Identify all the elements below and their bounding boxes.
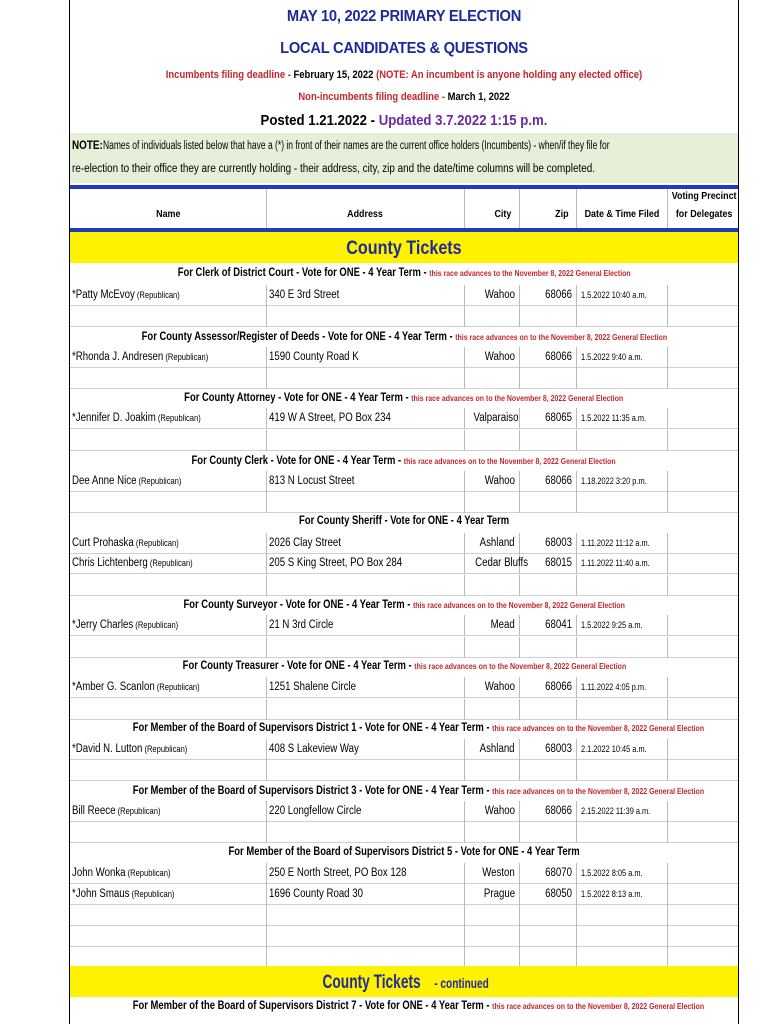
- section-title-text: For Member of the Board of Supervisors District 1 - Vote for ONE - 4 Year Term -: [132, 722, 493, 734]
- empty-cell: [668, 368, 740, 389]
- empty-cell: [520, 822, 577, 843]
- empty-cell: [577, 306, 668, 327]
- candidate-name-text: Curt Prohaska: [72, 537, 134, 549]
- candidate-address: [267, 553, 465, 574]
- candidate-zip: [520, 347, 577, 368]
- candidate-zip: [520, 285, 577, 306]
- candidate-zip: [520, 533, 577, 554]
- incumbent-deadline-label: Incumbents filing deadline -: [165, 69, 294, 81]
- section-advance-note: this race advances on to the November 8, 2022 General Election: [492, 1001, 705, 1011]
- candidate-row: [70, 863, 738, 884]
- empty-cell: [70, 368, 267, 389]
- candidate-row: [70, 739, 738, 760]
- candidate-date-filed-text: 1.18.2022 3:20 p.m.: [581, 476, 647, 486]
- candidate-city: [465, 739, 520, 760]
- non-incumbent-deadline-label: Non-incumbents filing deadline -: [298, 91, 448, 103]
- candidate-voting-precinct: [668, 347, 740, 368]
- empty-cell: [668, 760, 740, 781]
- candidate-name: [70, 285, 267, 306]
- empty-cell: [668, 946, 740, 967]
- empty-cell: [267, 575, 465, 596]
- empty-row: [70, 368, 738, 389]
- candidate-date-filed-text: 1.11.2022 4:05 p.m.: [581, 682, 647, 692]
- candidate-row: [70, 615, 738, 636]
- candidate-address: [267, 863, 465, 884]
- candidate-name: [70, 408, 267, 429]
- empty-cell: [70, 905, 267, 926]
- candidate-name: [70, 677, 267, 698]
- section-title: [70, 657, 738, 676]
- empty-cell: [520, 492, 577, 513]
- candidate-city: [465, 285, 520, 306]
- candidate-zip-text: 68070: [545, 867, 572, 879]
- empty-cell: [465, 699, 520, 720]
- candidate-name-party: (Republican): [136, 476, 182, 486]
- empty-cell: [520, 575, 577, 596]
- candidate-name: [70, 884, 267, 905]
- candidate-city-text: Mead: [490, 619, 515, 631]
- empty-cell: [267, 637, 465, 658]
- section-advance-note: this race advances on to the November 8, 2022 General Election: [412, 600, 625, 610]
- empty-row: [70, 637, 738, 658]
- empty-cell: [520, 430, 577, 451]
- candidate-name: [70, 863, 267, 884]
- candidate-name-text: *Amber G. Scanlon: [72, 681, 155, 693]
- candidate-address-text: 1251 Shalene Circle: [269, 681, 357, 693]
- candidate-zip-text: 68066: [545, 351, 572, 363]
- candidate-row: [70, 553, 738, 574]
- candidate-name: [70, 615, 267, 636]
- candidate-name-text: Dee Anne Nice: [72, 475, 137, 487]
- candidate-voting-precinct: [668, 285, 740, 306]
- candidate-date-filed-text: 1.11.2022 11:12 a.m.: [581, 538, 650, 548]
- candidate-zip-text: 68066: [545, 805, 572, 817]
- candidate-name-party: (Republican): [163, 352, 209, 362]
- posted-date: Posted 1.21.2022 -: [260, 112, 379, 129]
- section-title-text: For Clerk of District Court - Vote for ONE - 4 Year Term -: [177, 267, 430, 279]
- empty-cell: [668, 699, 740, 720]
- empty-row: [70, 699, 738, 720]
- candidate-row: [70, 884, 738, 905]
- candidate-address-text: 205 S King Street, PO Box 284: [269, 557, 403, 569]
- empty-cell: [70, 430, 267, 451]
- candidate-date-filed-text: 1.5.2022 10:40 a.m.: [581, 290, 647, 300]
- candidate-voting-precinct: [668, 533, 740, 554]
- candidate-address-text: 2026 Clay Street: [269, 537, 341, 549]
- candidate-address-text: 340 E 3rd Street: [269, 289, 340, 301]
- candidate-city-text: Wahoo: [484, 289, 515, 301]
- column-header-address: Address: [267, 189, 465, 228]
- candidate-name-party: (Republican): [133, 538, 179, 548]
- empty-cell: [465, 637, 520, 658]
- candidate-voting-precinct: [668, 677, 740, 698]
- empty-cell: [70, 822, 267, 843]
- candidate-name-text: *Patty McEvoy: [72, 289, 135, 301]
- empty-cell: [70, 699, 267, 720]
- empty-row: [70, 492, 738, 513]
- candidate-city-text: Wahoo: [484, 681, 515, 693]
- candidate-city-text: Ashland: [480, 537, 515, 549]
- empty-cell: [70, 926, 267, 947]
- non-incumbent-deadline-date: March 1, 2022: [447, 91, 510, 103]
- candidate-address: [267, 471, 465, 492]
- candidate-voting-precinct: [668, 615, 740, 636]
- empty-cell: [668, 926, 740, 947]
- empty-cell: [465, 946, 520, 967]
- empty-cell: [520, 926, 577, 947]
- empty-cell: [267, 430, 465, 451]
- candidate-zip-text: 68041: [545, 619, 572, 631]
- empty-row: [70, 822, 738, 843]
- candidate-row: [70, 285, 738, 306]
- candidate-address-text: 250 E North Street, PO Box 128: [269, 867, 407, 879]
- empty-cell: [520, 306, 577, 327]
- column-header-voting-precinct: Voting Precinct for Delegates: [671, 190, 737, 220]
- candidate-zip: [520, 884, 577, 905]
- candidate-address-text: 419 W A Street, PO Box 234: [269, 412, 391, 424]
- candidate-name-text: Bill Reece: [72, 805, 116, 817]
- election-sheet: [69, 0, 739, 1024]
- empty-cell: [70, 760, 267, 781]
- candidate-city: [465, 884, 520, 905]
- candidate-address: [267, 884, 465, 905]
- candidate-date-filed: [577, 533, 668, 554]
- section-title-text: For County Clerk - Vote for ONE - 4 Year Term -: [191, 455, 405, 467]
- candidate-name-party: (Republican): [115, 806, 161, 816]
- empty-cell: [668, 575, 740, 596]
- candidate-zip-text: 68066: [545, 681, 572, 693]
- empty-cell: [267, 492, 465, 513]
- candidate-date-filed: [577, 285, 668, 306]
- candidate-city: [465, 801, 520, 822]
- incumbent-deadline-note: (NOTE: An incumbent is anyone holding any elected office): [373, 69, 643, 81]
- empty-cell: [267, 926, 465, 947]
- empty-cell: [520, 905, 577, 926]
- candidate-city-text: Ashland: [480, 743, 515, 755]
- candidate-date-filed-text: 1.5.2022 11:35 a.m.: [581, 413, 647, 423]
- candidate-name-party: (Republican): [129, 889, 175, 899]
- candidate-address-text: 1590 County Road K: [269, 351, 359, 363]
- column-header-date: Date & Time Filed: [577, 189, 668, 228]
- candidate-zip-text: 68066: [545, 475, 572, 487]
- candidate-address: [267, 677, 465, 698]
- empty-cell: [465, 306, 520, 327]
- candidate-zip-text: 68050: [545, 888, 572, 900]
- candidate-date-filed: [577, 615, 668, 636]
- empty-cell: [577, 905, 668, 926]
- candidate-address-text: 220 Longfellow Circle: [269, 805, 362, 817]
- empty-cell: [577, 926, 668, 947]
- county-tickets-continued-banner: County Tickets- continued: [70, 966, 738, 997]
- candidate-voting-precinct: [668, 408, 740, 429]
- candidate-name-text: *David N. Lutton: [72, 743, 143, 755]
- empty-cell: [577, 637, 668, 658]
- candidate-city-text: Cedar Bluffs: [475, 557, 529, 569]
- candidate-address: [267, 347, 465, 368]
- column-header-zip: Zip: [520, 189, 577, 228]
- empty-cell: [520, 368, 577, 389]
- empty-cell: [668, 306, 740, 327]
- candidate-zip: [520, 553, 577, 574]
- empty-cell: [267, 760, 465, 781]
- candidate-name: [70, 347, 267, 368]
- candidate-name-party: (Republican): [142, 744, 188, 754]
- candidate-zip-text: 68065: [545, 412, 572, 424]
- candidate-address-text: 408 S Lakeview Way: [269, 743, 359, 755]
- section-title-text: For Member of the Board of Supervisors District 7 - Vote for ONE - 4 Year Term -: [132, 1000, 493, 1012]
- empty-cell: [267, 905, 465, 926]
- candidate-row: [70, 677, 738, 698]
- candidate-city-text: Wahoo: [484, 351, 515, 363]
- candidate-zip: [520, 615, 577, 636]
- candidate-date-filed-text: 1.5.2022 8:05 a.m.: [581, 868, 643, 878]
- candidate-city: [465, 677, 520, 698]
- candidate-address-text: 813 N Locust Street: [269, 475, 355, 487]
- updated-date: Updated 3.7.2022 1:15 p.m.: [378, 112, 548, 129]
- candidate-zip: [520, 471, 577, 492]
- candidate-date-filed: [577, 408, 668, 429]
- candidate-city: [465, 615, 520, 636]
- empty-cell: [668, 492, 740, 513]
- candidate-name-party: (Republican): [154, 682, 200, 692]
- empty-cell: [520, 699, 577, 720]
- section-title-text: For County Assessor/Register of Deeds - Vote for ONE - 4 Year Term -: [141, 331, 455, 343]
- candidate-name: [70, 553, 267, 574]
- candidate-name: [70, 471, 267, 492]
- candidate-address-text: 1696 County Road 30: [269, 888, 363, 900]
- empty-cell: [465, 760, 520, 781]
- empty-cell: [465, 430, 520, 451]
- candidate-row: [70, 801, 738, 822]
- empty-cell: [520, 637, 577, 658]
- empty-row: [70, 946, 738, 967]
- candidate-zip-text: 68003: [545, 743, 572, 755]
- section-title-text: For County Surveyor - Vote for ONE - 4 Year Term -: [183, 599, 413, 611]
- empty-cell: [577, 760, 668, 781]
- candidate-address: [267, 801, 465, 822]
- candidate-zip: [520, 801, 577, 822]
- candidate-date-filed: [577, 884, 668, 905]
- candidate-name-text: *Jennifer D. Joakim: [72, 412, 156, 424]
- candidate-row: [70, 347, 738, 368]
- candidate-date-filed: [577, 471, 668, 492]
- section-advance-note: this race advances on to the November 8, 2022 General Election: [411, 393, 624, 403]
- empty-cell: [267, 306, 465, 327]
- empty-cell: [70, 306, 267, 327]
- section-advance-note: this race advances on to the November 8, 2022 General Election: [413, 661, 626, 671]
- candidate-zip-text: 68003: [545, 537, 572, 549]
- note-line-1: Names of individuals listed below that have a (*) in front of their names are the current office holders (Incumbents) - when/if they file for: [102, 140, 610, 152]
- candidate-address: [267, 615, 465, 636]
- candidate-date-filed: [577, 739, 668, 760]
- candidate-city: [465, 533, 520, 554]
- candidate-zip: [520, 739, 577, 760]
- section-title-text: For County Sheriff - Vote for ONE - 4 Year Term: [298, 515, 510, 527]
- section-advance-note: this race advances on to the November 8, 2022 General Election: [492, 723, 705, 733]
- candidate-row: [70, 471, 738, 492]
- section-title-text: For County Treasurer - Vote for ONE - 4 Year Term -: [182, 660, 414, 672]
- empty-cell: [70, 637, 267, 658]
- candidate-city: [465, 347, 520, 368]
- candidate-city-text: Valparaiso: [473, 412, 519, 424]
- empty-cell: [267, 368, 465, 389]
- candidate-name-text: Chris Lichtenberg: [72, 557, 148, 569]
- empty-row: [70, 430, 738, 451]
- candidate-address: [267, 533, 465, 554]
- section-title: [70, 843, 738, 862]
- candidate-voting-precinct: [668, 739, 740, 760]
- candidate-name-party: (Republican): [155, 413, 201, 423]
- candidate-name: [70, 739, 267, 760]
- section-title: [70, 782, 738, 801]
- candidate-zip-text: 68015: [545, 557, 572, 569]
- candidate-address: [267, 285, 465, 306]
- incumbent-deadline-date: February 15, 2022: [293, 69, 374, 81]
- candidate-city: [465, 553, 529, 574]
- candidate-voting-precinct: [668, 863, 740, 884]
- candidate-voting-precinct: [668, 553, 740, 574]
- section-advance-note: this race advances on to the November 8, 2022 General Election: [454, 332, 667, 342]
- candidate-city-text: Weston: [482, 867, 515, 879]
- candidate-name-text: *Jerry Charles: [72, 619, 134, 631]
- empty-cell: [267, 946, 465, 967]
- page-subtitle: LOCAL CANDIDATES & QUESTIONS: [280, 40, 528, 57]
- empty-cell: [465, 926, 520, 947]
- empty-cell: [267, 699, 465, 720]
- section-title: [70, 328, 738, 347]
- candidate-city-text: Prague: [483, 888, 515, 900]
- empty-cell: [70, 946, 267, 967]
- empty-cell: [465, 575, 520, 596]
- empty-row: [70, 926, 738, 947]
- candidate-city: [465, 863, 520, 884]
- candidate-zip: [520, 408, 577, 429]
- candidate-name-party: (Republican): [125, 868, 171, 878]
- candidate-voting-precinct: [668, 801, 740, 822]
- section-advance-note: this race advances on to the November 8, 2022 General Election: [404, 456, 617, 466]
- non-incumbent-deadline: [117, 91, 691, 103]
- section-title: [70, 452, 738, 471]
- empty-cell: [668, 905, 740, 926]
- empty-cell: [577, 368, 668, 389]
- candidate-date-filed-text: 1.5.2022 8:13 a.m.: [581, 889, 643, 899]
- candidate-date-filed-text: 1.5.2022 9:25 a.m.: [581, 620, 643, 630]
- column-header-name: Name: [70, 189, 267, 228]
- candidate-date-filed: [577, 553, 668, 574]
- candidate-zip: [520, 677, 577, 698]
- empty-cell: [577, 699, 668, 720]
- candidate-city: [465, 471, 520, 492]
- empty-row: [70, 575, 738, 596]
- section-advance-note: this race advances to the November 8, 2022 General Election: [429, 268, 631, 278]
- candidate-name-text: *Rhonda J. Andresen: [72, 351, 164, 363]
- candidate-city: [465, 408, 520, 429]
- candidate-date-filed-text: 1.11.2022 11:40 a.m.: [581, 558, 650, 568]
- section-advance-note: this race advances on to the November 8, 2022 General Election: [492, 786, 705, 796]
- empty-row: [70, 306, 738, 327]
- candidate-city-text: Wahoo: [484, 805, 515, 817]
- note-label: NOTE:: [72, 140, 103, 152]
- empty-cell: [668, 637, 740, 658]
- candidate-name-party: (Republican): [134, 290, 180, 300]
- empty-cell: [577, 430, 668, 451]
- candidate-name-party: (Republican): [147, 558, 193, 568]
- candidate-date-filed-text: 2.15.2022 11:39 a.m.: [581, 806, 651, 816]
- candidate-date-filed: [577, 863, 668, 884]
- candidate-date-filed: [577, 801, 668, 822]
- empty-cell: [577, 946, 668, 967]
- section-title: [70, 596, 738, 615]
- empty-cell: [465, 905, 520, 926]
- candidate-address: [267, 739, 465, 760]
- section-title: [70, 264, 738, 283]
- empty-cell: [465, 368, 520, 389]
- candidate-date-filed: [577, 347, 668, 368]
- candidate-address: [267, 408, 465, 429]
- section-title-text: For Member of the Board of Supervisors District 3 - Vote for ONE - 4 Year Term -: [132, 785, 493, 797]
- section-title: [70, 719, 738, 738]
- candidate-row: [70, 533, 738, 554]
- empty-cell: [70, 492, 267, 513]
- candidate-name-text: John Wonka: [72, 867, 126, 879]
- county-tickets-banner: County Tickets: [70, 232, 738, 263]
- empty-cell: [520, 946, 577, 967]
- page-title: MAY 10, 2022 PRIMARY ELECTION: [286, 8, 522, 25]
- candidate-date-filed: [577, 677, 668, 698]
- candidate-voting-precinct: [668, 884, 740, 905]
- section-title-text: For Member of the Board of Supervisors District 5 - Vote for ONE - 4 Year Term: [228, 846, 580, 858]
- incumbent-note: [70, 133, 738, 183]
- empty-cell: [465, 492, 520, 513]
- candidate-date-filed-text: 2.1.2022 10:45 a.m.: [581, 744, 647, 754]
- empty-cell: [520, 760, 577, 781]
- candidate-name-party: (Republican): [133, 620, 179, 630]
- incumbent-deadline: [117, 69, 691, 81]
- candidate-name: [70, 801, 267, 822]
- empty-cell: [668, 822, 740, 843]
- empty-cell: [465, 822, 520, 843]
- empty-cell: [70, 575, 267, 596]
- candidate-city-text: Wahoo: [484, 475, 515, 487]
- section-title: [70, 389, 738, 408]
- candidate-address-text: 21 N 3rd Circle: [269, 619, 334, 631]
- empty-row: [70, 760, 738, 781]
- candidate-row: [70, 408, 738, 429]
- column-header-city: City: [465, 189, 520, 228]
- section-title: [70, 512, 738, 531]
- empty-cell: [668, 430, 740, 451]
- candidate-name-text: *John Smaus: [72, 888, 130, 900]
- candidate-zip-text: 68066: [545, 289, 572, 301]
- candidate-zip: [520, 863, 577, 884]
- note-line-2: re-election to their office they are currently holding - their address, city, zip and the date/time columns will be completed.: [72, 163, 595, 175]
- empty-cell: [577, 575, 668, 596]
- empty-cell: [577, 822, 668, 843]
- empty-cell: [577, 492, 668, 513]
- candidate-name: [70, 533, 267, 554]
- section-title-text: For County Attorney - Vote for ONE - 4 Year Term -: [184, 392, 412, 404]
- empty-cell: [267, 822, 465, 843]
- posted-updated: [110, 112, 698, 129]
- empty-row: [70, 905, 738, 926]
- candidate-voting-precinct: [668, 471, 740, 492]
- candidate-date-filed-text: 1.5.2022 9:40 a.m.: [581, 352, 643, 362]
